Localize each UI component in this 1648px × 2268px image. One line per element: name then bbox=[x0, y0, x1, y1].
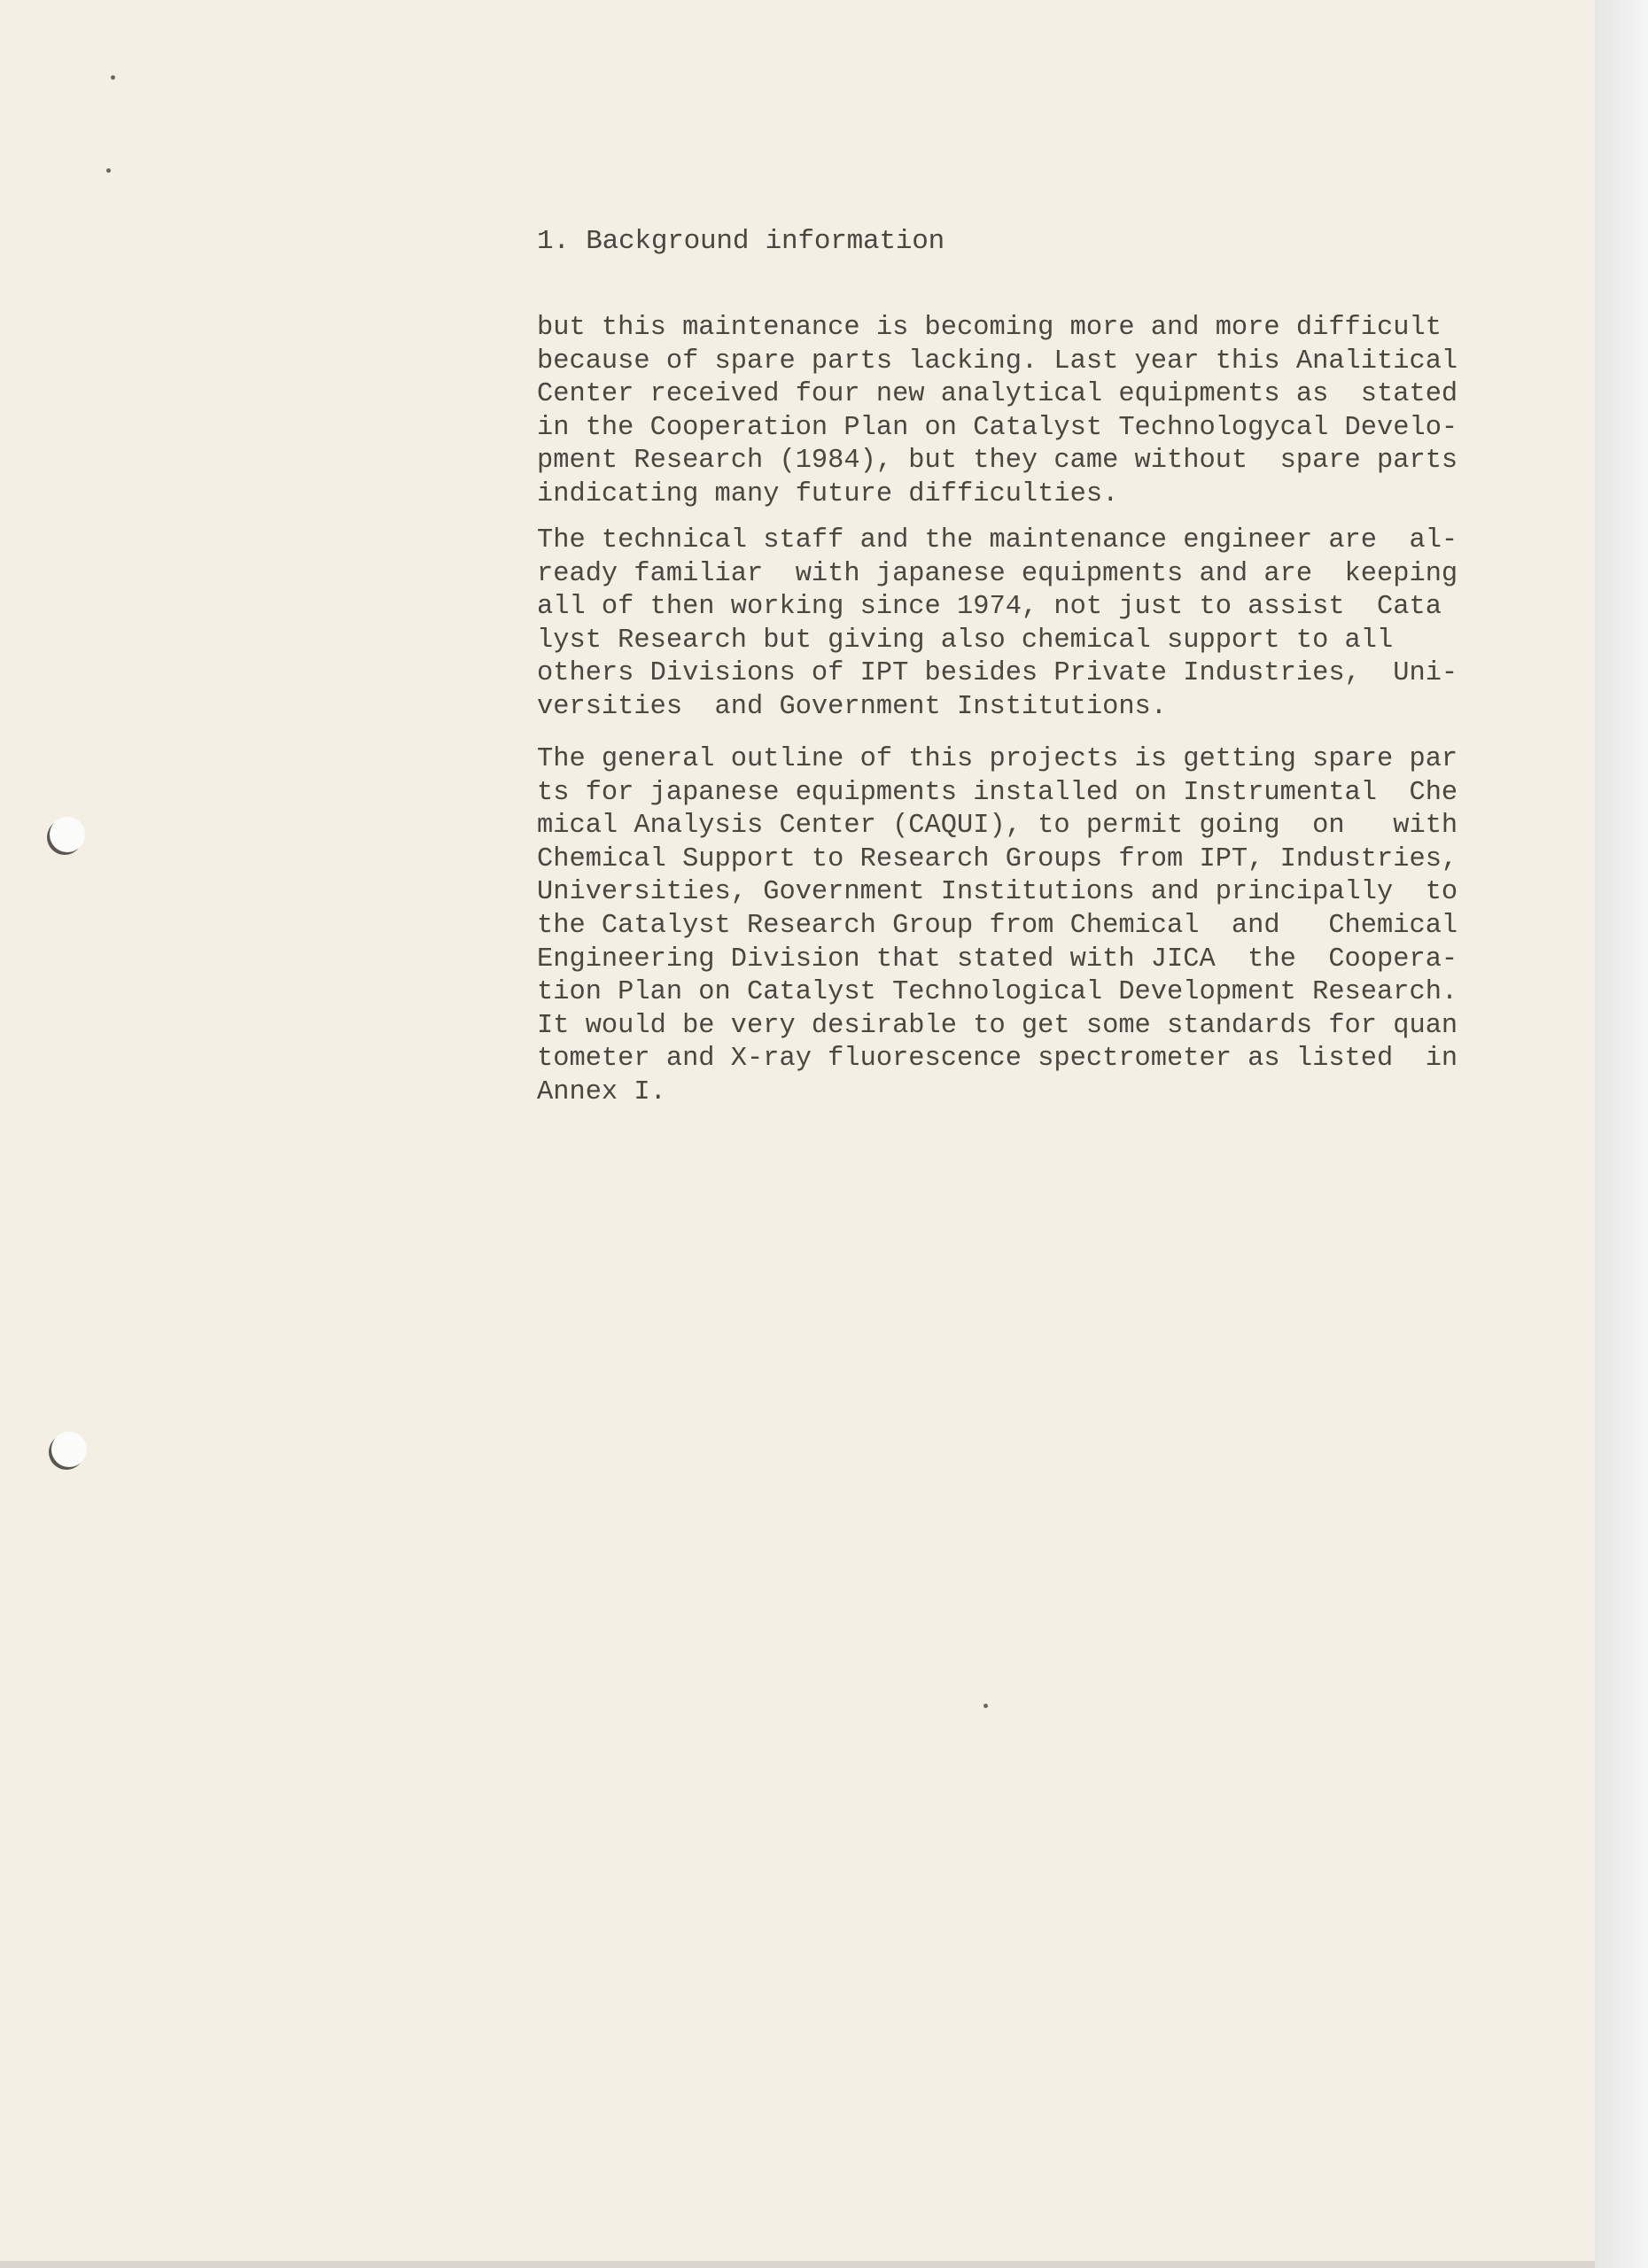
text-line: but this maintenance is becoming more and more difficult bbox=[537, 312, 1442, 343]
text-line: others Divisions of IPT besides Private Industries, Uni- bbox=[537, 657, 1458, 689]
text-line: The general outline of this projects is getting spare par bbox=[537, 743, 1458, 774]
scanner-bottom-edge bbox=[0, 2261, 1595, 2268]
scanner-edge bbox=[1595, 0, 1648, 2268]
paragraph-1 bbox=[537, 311, 1476, 511]
text-line: Chemical Support to Research Groups from IPT, Industries, bbox=[537, 843, 1458, 874]
punch-hole bbox=[50, 817, 85, 852]
text-line: tion Plan on Catalyst Technological Development Research. bbox=[537, 976, 1458, 1008]
text-line: indicating many future difficulties. bbox=[537, 478, 1119, 509]
text-line: because of spare parts lacking. Last year this Analitical bbox=[537, 345, 1458, 377]
text-line: all of then working since 1974, not just to assist Cata bbox=[537, 591, 1442, 623]
text-line: the Catalyst Research Group from Chemical and Chemical bbox=[537, 909, 1458, 941]
text-line: ready familiar with japanese equipments and are keeping bbox=[537, 557, 1458, 589]
text-line: Universities, Government Institutions and principally to bbox=[537, 876, 1458, 908]
text-line: Engineering Division that stated with JICA the Coopera- bbox=[537, 943, 1458, 975]
text-line: The technical staff and the maintenance engineer are al- bbox=[537, 524, 1458, 555]
text-line: ts for japanese equipments installed on Instrumental Che bbox=[537, 776, 1458, 808]
text-line: in the Cooperation Plan on Catalyst Technologycal Develo- bbox=[537, 411, 1458, 443]
text-line: tometer and X-ray fluorescence spectrometer as listed in bbox=[537, 1043, 1458, 1075]
text-line: lyst Research but giving also chemical support to all bbox=[537, 624, 1394, 656]
text-line: Annex I. bbox=[537, 1076, 666, 1107]
text-line: Center received four new analytical equipments as stated bbox=[537, 378, 1458, 410]
section-heading: 1. Background information bbox=[537, 226, 945, 257]
paper-speck bbox=[111, 75, 115, 80]
paragraph-2 bbox=[537, 524, 1476, 724]
punch-hole bbox=[51, 1432, 87, 1467]
paper-speck bbox=[106, 168, 111, 173]
text-line: It would be very desirable to get some standards for quan bbox=[537, 1009, 1458, 1041]
text-line: mical Analysis Center (CAQUI), to permit going on with bbox=[537, 810, 1458, 842]
text-line: pment Research (1984), but they came without spare parts bbox=[537, 445, 1458, 477]
paragraph-3 bbox=[537, 742, 1476, 1109]
paper-speck bbox=[983, 1704, 988, 1708]
text-line: versities and Government Institutions. bbox=[537, 690, 1168, 722]
